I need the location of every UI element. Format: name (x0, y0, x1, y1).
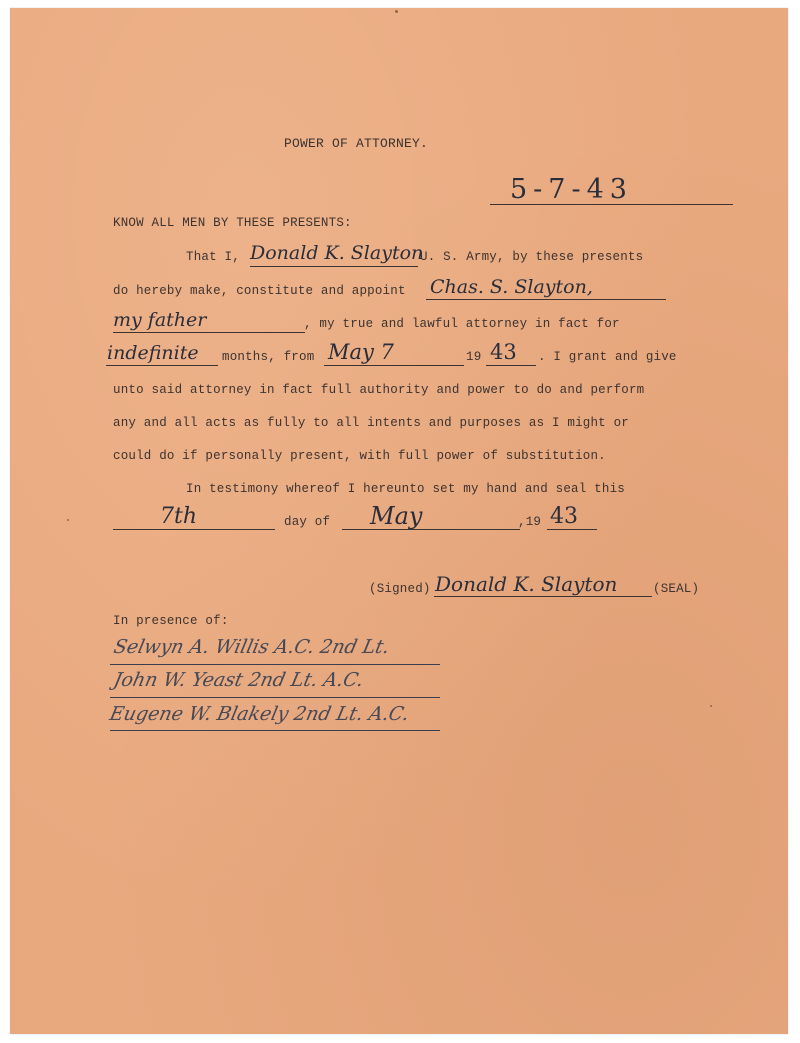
document-title: POWER OF ATTORNEY. (284, 136, 429, 151)
line1-prefix: That I, (186, 250, 240, 264)
date-line (490, 204, 733, 205)
body-line-6: any and all acts as fully to all intents and purposes as I might or (113, 416, 629, 430)
duration-line (106, 365, 218, 366)
paper-speck (67, 519, 69, 521)
start-date-line (324, 365, 464, 366)
grantor-name: Donald K. Slayton (250, 242, 424, 264)
year-line (547, 529, 597, 530)
line4-suffix: . I grant and give (538, 350, 677, 364)
attorney-relation: my father (113, 309, 207, 331)
signing-day: 7th (160, 504, 198, 529)
day-of-label: day of (284, 515, 331, 529)
witness-signature-3: Eugene W. Blakely 2nd Lt. A.C. (107, 703, 412, 725)
handwritten-date: 5-7-43 (510, 174, 633, 205)
start-date: May 7 (328, 340, 394, 364)
signed-label: (Signed) (369, 582, 431, 596)
body-line-5: unto said attorney in fact full authority and power to do and perform (113, 383, 645, 397)
body-line-7: could do if personally present, with full power of substitution. (113, 449, 606, 463)
signature-line (434, 596, 652, 597)
testimony-line: In testimony whereof I hereunto set my hand and seal this (186, 482, 625, 496)
start-year: 43 (490, 340, 517, 364)
paper-speck (710, 705, 712, 707)
month-line (342, 529, 520, 530)
signing-year: 43 (550, 504, 578, 529)
opening-phrase: KNOW ALL MEN BY THESE PRESENTS: (113, 216, 352, 230)
witness-line-1 (110, 664, 440, 665)
start-year-line (486, 365, 536, 366)
duration: indefinite (107, 342, 199, 364)
year-prefix: ,19 (518, 515, 542, 529)
signing-month: May (370, 502, 423, 530)
witness-line-2 (110, 697, 440, 698)
attorney-line (426, 299, 666, 300)
day-line (113, 529, 275, 530)
witness-line-3 (110, 730, 440, 731)
presence-label: In presence of: (113, 614, 229, 628)
attorney-name: Chas. S. Slayton, (430, 276, 593, 298)
paper-speck (395, 10, 398, 13)
grantor-signature: Donald K. Slayton (435, 572, 618, 596)
relation-line (113, 332, 305, 333)
start-year-prefix: 19 (466, 350, 482, 364)
line4-months: months, from (222, 350, 315, 364)
line1-suffix: U. S. Army, by these presents (420, 250, 644, 264)
seal-label: (SEAL) (653, 582, 700, 596)
witness-signature-1: Selwyn A. Willis A.C. 2nd Lt. (111, 636, 392, 658)
line3-suffix: , my true and lawful attorney in fact for (304, 317, 620, 331)
document-page (10, 8, 788, 1034)
witness-signature-2: John W. Yeast 2nd Lt. A.C. (111, 669, 366, 691)
line2-prefix: do hereby make, constitute and appoint (113, 284, 406, 298)
grantor-line (250, 266, 418, 267)
